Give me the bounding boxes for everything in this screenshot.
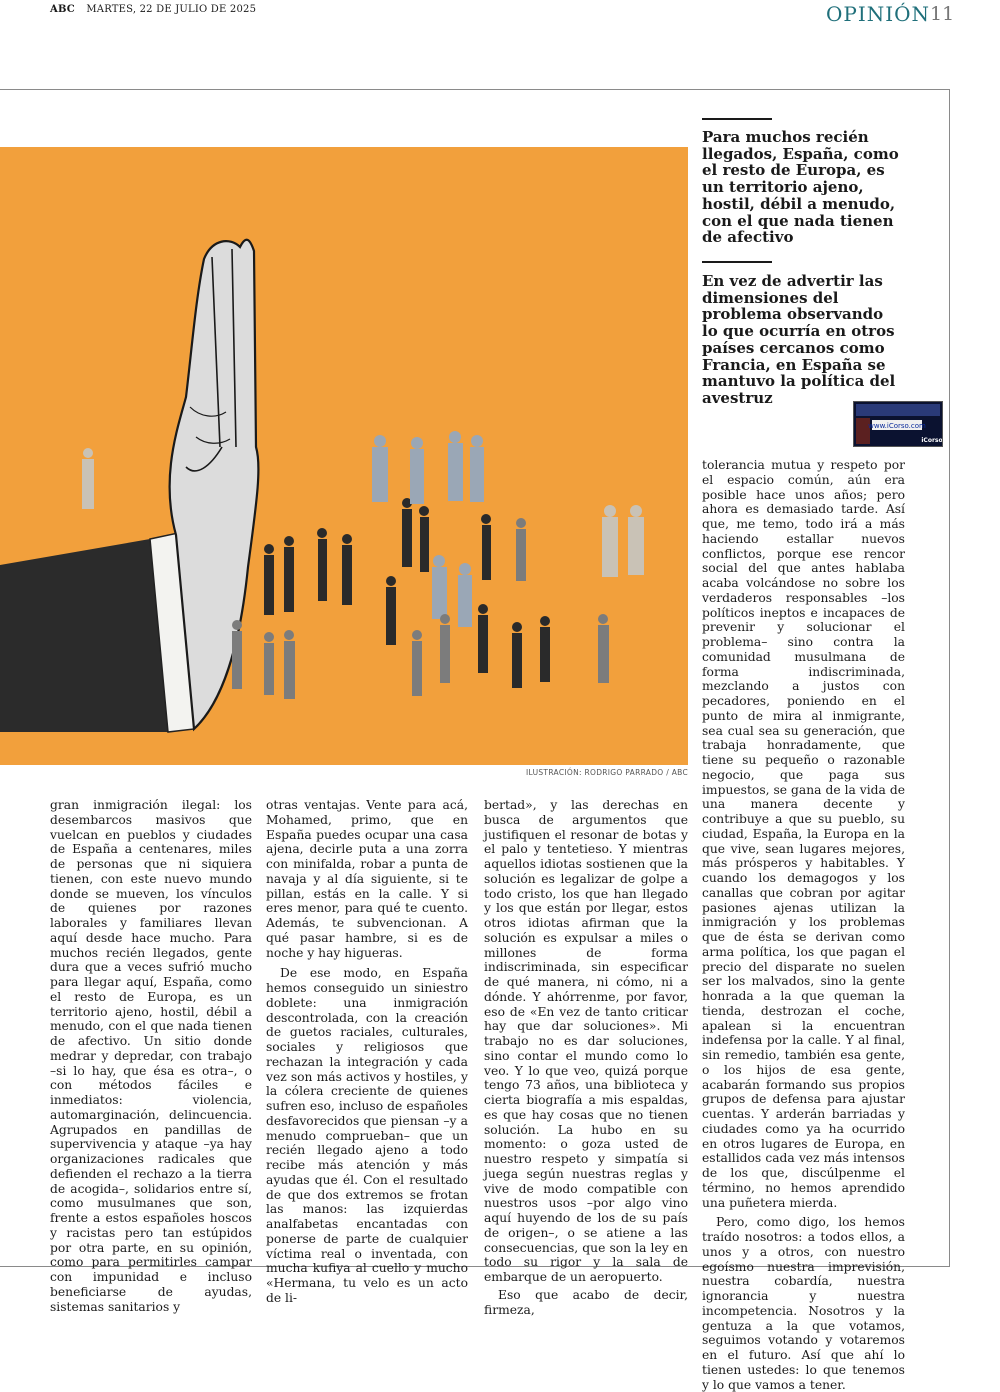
pull-quote-1: Para muchos recién llegados, España, como el resto de Europa, es un territorio ajeno, hostil, débil a menudo, con el que nada tienen de afectivo [702, 128, 899, 247]
pull-quote-2: En vez de advertir las dimensiones del problema observando lo que ocurría en otros países cercanos como Francia, en España se mantuvo la política del avestruz [702, 272, 896, 407]
watermark-badge [853, 401, 943, 447]
watermark-graphic [854, 402, 942, 446]
article-column-1 [50, 798, 252, 1314]
masthead-line [50, 4, 256, 15]
illustration-artwork [0, 147, 688, 765]
article-paragraph: Eso que acabo de decir, firmeza, [484, 1287, 688, 1317]
article-paragraph: De ese modo, en España hemos conseguido un siniestro doblete: una inmigración descontrolada, con la creación de guetos raciales, culturales, sociales y religiosos que rechazan la integración y cada vez son más activos y hostiles, y la cólera creciente de quienes sufren eso, incluso de españoles desfavorecidos que piensan –y a menudo comprueban– que un recién llegado ajeno a todo recibe más atención y más ayudas que él. Con el resultado de que dos extremos se frotan las manos: las izquierdas analfabetas encantadas con ponerse de parte de cualquier víctima real o inventada, con mucha kufiya al cuello y mucho «Hermana, tu velo es un acto de li- [266, 966, 468, 1305]
watermark-url: www.iCorso.com [868, 422, 926, 430]
article-paragraph: tolerancia mutua y respeto por el espacio común, aún era posible hace unos años; pero ahora es demasiado tarde. Así que, me temo, todo irá a más haciendo estallar nuevos conflictos, porque ese rencor social del que antes hablaba acaba volcándose no sobre los verdaderos responsables –los políticos ineptos e incapaces de prevenir y solucionar el problema– sino contra la comunidad musulmana de forma indiscriminada, mezclando a justos con pecadores, poniendo en el punto de mira al inmigrante, sea cual sea su generación, que trabaja honradamente, que tiene su pequeño o razonable negocio, que paga sus impuestos, se gana de la vida de una manera decente y contribuye a que su pueblo, su ciudad, España, la Europa en la que vive, sean lugares mejores, más prósperos y habitables. Y cuando los demagogos y los canallas que cobran por agitar pasiones ajenas utilizan la inmigración y los problemas que de ésta se derivan como arma política, los que pagan el precio del disparate no suelen ser los malvados, sino la gente honrada a la que queman la tienda, destrozan el coche, apalean si la encuentran indefensa por la calle. Y al final, sin remedio, también esa gente, o los hijos de esa gente, acabarán formando sus propios grupos de defensa para ajustar cuentas. Y arderán barriadas y ciudades como ya ha ocurrido en otros lugares de Europa, en estallidos cada vez más intensos de los que, discúlpenme el término, no hemos aprendido una puñetera mierda. [702, 458, 905, 1210]
watermark-logo: iCorso [921, 437, 942, 444]
illustration [0, 147, 688, 765]
issue-date: MARTES, 22 DE JULIO DE 2025 [86, 4, 257, 15]
pull-quote-rule [702, 261, 772, 263]
article-column-3 [484, 798, 688, 1317]
page-number: 11 [930, 3, 955, 25]
article-paragraph: gran inmigración ilegal: los desembarcos masivos que vuelcan en pueblos y ciudades de España a centenares, miles de personas que ni siquiera tienen, con este nuevo mundo donde se mueven, los vínculos de quienes por razones laborales y familiares llevan aquí desde hace mucho. Para muchos recién llegados, gente dura que a veces sufrió mucho para llegar aquí, España, como el resto de Europa, es un territorio ajeno, hostil, débil a menudo, con el que nada tienen de afectivo. Un sitio donde medrar y depredar, con trabajo –si lo hay, que ésa es otra–, o con métodos fáciles e inmediatos: violencia, automarginación, delincuencia. Agrupados en pandillas de supervivencia y ataque –ya hay organizaciones radicales que defienden el rechazo a la tierra de acogida–, solidarios entre sí, como musulmanes que son, frente a estos españoles hoscos y racistas pero tan estúpidos por otra parte, en su opinión, como para permitirles campar con impunidad e incluso beneficiarse de ayudas, sistemas sanitarios y [50, 798, 252, 1314]
suit-sleeve [0, 539, 168, 732]
article-paragraph: otras ventajas. Vente para acá, Mohamed, primo, que en España puedes ocupar una casa ajena, decirle puta a una zorra con minifalda, robar a punta de navaja y al día siguiente, si te pillan, estás en la calle. Y si eres menor, para qué te cuento. Además, te subvencionan. A qué pasar hambre, si es de noche y hay higueras. [266, 798, 468, 960]
newspaper-brand: ABC [50, 4, 75, 15]
article-column-4 [702, 458, 905, 1392]
illustration-credit: ILUSTRACIÓN: RODRIGO PARRADO / ABC [525, 768, 688, 777]
section-title: OPINIÓN [826, 2, 931, 26]
pull-quote-rule [702, 118, 772, 120]
article-paragraph: bertad», y las derechas en busca de argumentos que justifiquen el resonar de botas y el palo y tentetieso. Y mientras aquellos idiotas sostienen que la solución es legalizar de golpe a todo cristo, los que han llegado y los que están por llegar, estos otros idiotas afirman que la solución es expulsar a miles o millones de forma indiscriminada, sin especificar de qué manera, ni cómo, ni a dónde. Y ahórrenme, por favor, eso de «En vez de tanto criticar hay que dar soluciones». Mi trabajo no es dar soluciones, sino contar el mundo como lo veo. Y lo que veo, quizá porque tengo 73 años, una biblioteca y cierta biografía a mis espaldas, es que hay cosas que no tienen solución. La hubo en su momento: o goza usted de nuestro respeto y simpatía si juega según nuestras reglas y vive de modo compatible con nuestros usos –por algo vino aquí huyendo de los de su país de origen–, o se atiene a las consecuencias, que son la ley en todo su rigor y la sala de embarque de un aeropuerto. [484, 798, 688, 1284]
article-paragraph: Pero, como digo, los hemos traído nosotros: a todos ellos, a unos y a otros, con nuestro egoísmo nuestra imprevisión, nuestra cobardía, nuestra ignorancia y nuestra incompetencia. Nosotros y la gentuza a la que votamos, seguimos votando y votaremos en el futuro. Así que ahí lo tienen ustedes: lo que tenemos y lo que vamos a tener. [702, 1215, 905, 1392]
article-column-2 [266, 798, 468, 1306]
